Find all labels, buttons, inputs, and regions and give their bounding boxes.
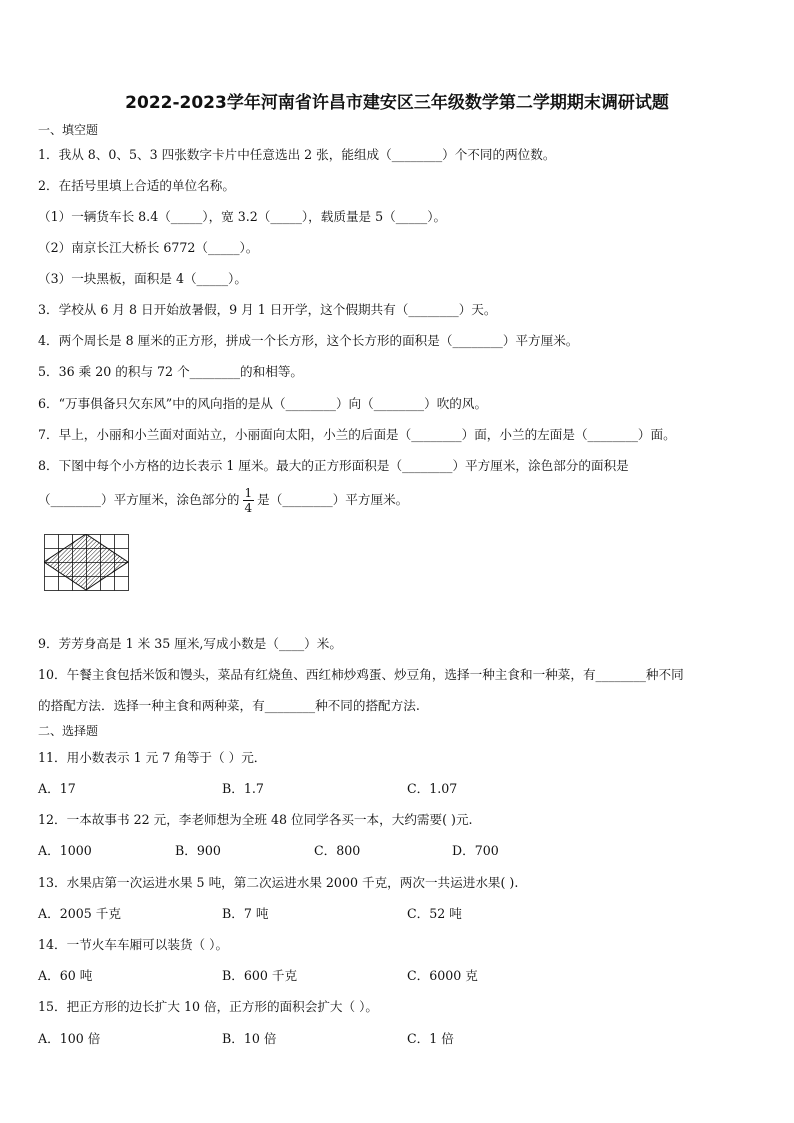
q13-option-a: A．2005 千克 (38, 906, 121, 921)
q13-option-c: C．52 吨 (407, 906, 462, 921)
q14-option-c: C．6000 克 (407, 968, 478, 983)
question-15: 15．把正方形的边长扩大 10 倍，正方形的面积会扩大（ ）。 (38, 999, 379, 1014)
question-2: 2．在括号里填上合适的单位名称。 (38, 178, 235, 193)
question-12: 12．一本故事书 22 元，李老师想为全班 48 位同学各买一本，大约需要( )元. (38, 812, 473, 827)
section-choice-heading: 二、选择题 (38, 724, 99, 738)
page-title: 2022-2023学年河南省许昌市建安区三年级数学第二学期期末调研试题 (125, 93, 669, 113)
question-10-line2: 的搭配方法．选择一种主食和两种菜，有________种不同的搭配方法. (38, 698, 420, 713)
question-14: 14．一节火车车厢可以装货（ ）。 (38, 937, 229, 952)
question-11: 11．用小数表示 1 元 7 角等于（ ）元． (38, 750, 267, 765)
q12-option-a: A．1000 (38, 843, 92, 858)
question-9: 9．芳芳身高是 1 米 35 厘米,写成小数是（____）米。 (38, 636, 342, 651)
question-2-3: （3）一块黑板，面积是 4（_____）。 (38, 271, 247, 286)
question-13: 13．水果店第一次运进水果 5 吨，第二次运进水果 2000 千克，两次一共运进水果( ). (38, 875, 519, 890)
q11-option-a: A．17 (38, 781, 76, 796)
question-10-line1: 10．午餐主食包括米饭和馒头，菜品有红烧鱼、西红柿炒鸡蛋、炒豆角，选择一种主食和一种菜，有________种不同 (38, 667, 684, 682)
q12-option-b: B．900 (175, 843, 221, 858)
shaded-diamond (44, 534, 128, 590)
question-8-line1: 8．下图中每个小方格的边长表示 1 厘米。最大的正方形面积是（________）平方厘米，涂色部分的面积是 (38, 458, 629, 473)
question-4: 4．两个周长是 8 厘米的正方形，拼成一个长方形，这个长方形的面积是（________）平方厘米。 (38, 333, 579, 348)
question-2-2: （2）南京长江大桥长 6772（_____）。 (38, 240, 259, 255)
section-fill-heading: 一、填空题 (38, 123, 99, 137)
q11-option-b: B．1.7 (222, 781, 264, 796)
q13-option-b: B．7 吨 (222, 906, 269, 921)
question-1: 1．我从 8、0、5、3 四张数字卡片中任意选出 2 张，能组成（________）个不同的两位数。 (38, 147, 556, 162)
q12-option-c: C．800 (314, 843, 361, 858)
q15-option-b: B．10 倍 (222, 1031, 277, 1046)
q14-option-a: A．60 吨 (38, 968, 93, 983)
question-8-text-a: （________）平方厘米，涂色部分的 (38, 492, 240, 507)
grid-figure (44, 534, 130, 592)
question-7: 7．早上，小丽和小兰面对面站立，小丽面向太阳，小兰的后面是（________）面，小兰的左面是（________）面。 (38, 427, 676, 442)
fraction-one-quarter (243, 486, 255, 515)
question-8-text-b: 是（________）平方厘米。 (257, 492, 409, 507)
question-5: 5．36 乘 20 的积与 72 个________的和相等。 (38, 364, 304, 379)
q15-option-a: A．100 倍 (38, 1031, 101, 1046)
fraction-numerator: 1 (244, 486, 253, 500)
question-6: 6．“万事俱备只欠东风”中的风向指的是从（________）向（________）吹的风。 (38, 396, 488, 411)
q12-option-d: D．700 (452, 843, 499, 858)
question-3: 3．学校从 6 月 8 日开始放暑假，9 月 1 日开学，这个假期共有（________）天。 (38, 302, 497, 317)
question-8-line2 (38, 486, 408, 515)
q14-option-b: B．600 千克 (222, 968, 298, 983)
q15-option-c: C．1 倍 (407, 1031, 454, 1046)
fraction-denominator: 4 (244, 501, 253, 515)
question-2-1: （1）一辆货车长 8.4（_____），宽 3.2（_____），载质量是 5（_____）。 (38, 209, 447, 224)
q11-option-c: C．1.07 (407, 781, 458, 796)
